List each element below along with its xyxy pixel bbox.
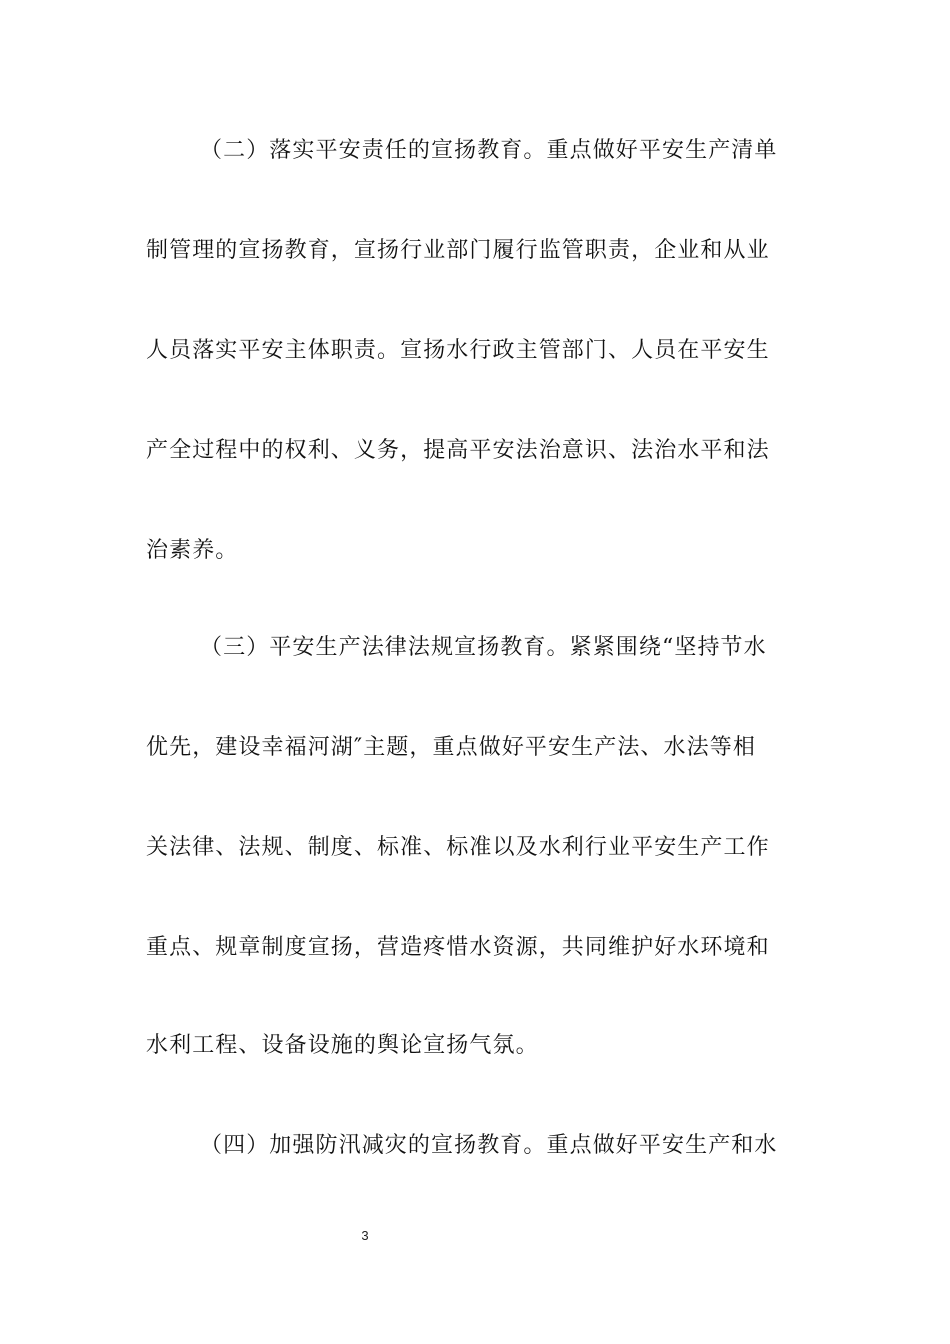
page-number: 3 xyxy=(361,1228,369,1243)
paragraph-2-heading-line: （二）落实平安责任的宣扬教育。重点做好平安生产清单 xyxy=(200,138,778,163)
paragraph-2-line-3: 人员落实平安主体职责。宣扬水行政主管部门、人员在平安生 xyxy=(146,338,770,363)
paragraph-2-line-5: 治素养。 xyxy=(146,538,239,563)
paragraph-2-line-4: 产全过程中的权利、义务，提高平安法治意识、法治水平和法 xyxy=(146,438,770,463)
paragraph-3-line-4: 重点、规章制度宣扬，营造疼惜水资源，共同维护好水环境和 xyxy=(146,935,770,960)
paragraph-3-line-3: 关法律、法规、制度、标准、标准以及水利行业平安生产工作 xyxy=(146,835,770,860)
paragraph-4-heading-line: （四）加强防汛减灾的宣扬教育。重点做好平安生产和水 xyxy=(200,1133,778,1158)
paragraph-3-heading-line: （三）平安生产法律法规宣扬教育。紧紧围绕“坚持节水 xyxy=(200,635,767,660)
paragraph-2-line-2: 制管理的宣扬教育，宣扬行业部门履行监管职责，企业和从业 xyxy=(146,238,770,263)
paragraph-3-line-2: 优先，建设幸福河湖″主题，重点做好平安生产法、水法等相 xyxy=(146,735,756,760)
paragraph-3-line-5: 水利工程、设备设施的舆论宣扬气氛。 xyxy=(146,1033,539,1058)
